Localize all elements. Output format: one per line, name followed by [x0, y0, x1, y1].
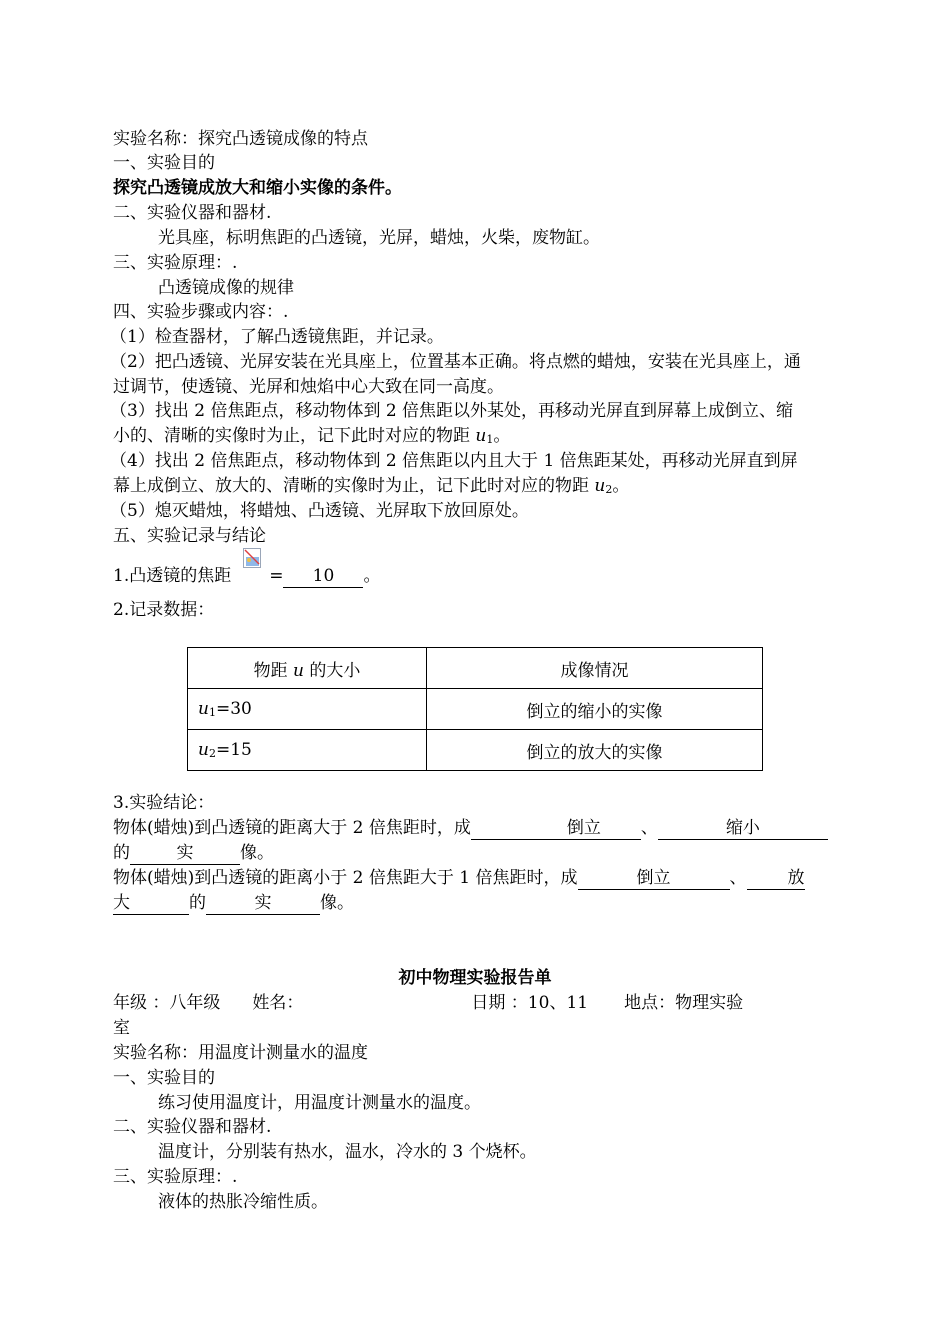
report-2-section-2-heading: 二、实验仪器和器材. — [113, 1117, 272, 1137]
conclusion-2-sep: 、 — [729, 868, 747, 888]
grade-field: 年级 ：八年级 — [113, 993, 221, 1013]
table-cell-distance — [188, 730, 427, 771]
section-4-heading: 四、实验步骤或内容：. — [113, 302, 289, 322]
step-3-text: 小的、清晰的实像时为止，记下此时对应的物距 — [113, 426, 476, 446]
conclusion-1-end: 像。 — [240, 843, 274, 863]
data-table — [187, 647, 763, 771]
conclusion-1-line-2 — [113, 841, 274, 865]
section-1-heading: 一、实验目的 — [113, 153, 215, 173]
focal-length-label: 1.凸透镜的焦距 — [113, 566, 232, 586]
step-2-line-1: （2）把凸透镜、光屏安装在光具座上，位置基本正确。将点燃的蜡烛，安装在光具座上，通 — [110, 352, 801, 372]
step-4-var: u — [594, 476, 606, 496]
step-5: （5）熄灭蜡烛，将蜡烛、凸透镜、光屏取下放回原处。 — [110, 501, 529, 521]
table-header-image: 成像情况 — [427, 648, 763, 689]
cell-value: =15 — [215, 740, 252, 760]
place-field: 地点：物理实验 — [624, 993, 744, 1013]
section-1-text: 探究凸透镜成放大和缩小实像的条件。 — [113, 178, 402, 198]
step-3-sub: 1 — [486, 433, 494, 446]
experiment-name: 实验名称：探究凸透镜成像的特点 — [113, 129, 368, 149]
conclusion-1-sep: 、 — [640, 818, 658, 838]
header-text-a: 物距 — [253, 660, 294, 681]
focal-length-line — [113, 564, 380, 588]
table-cell-distance — [188, 689, 427, 730]
step-4-line-2 — [113, 474, 629, 502]
report-2-section-2-text: 温度计，分别装有热水，温水，冷水的 3 个烧杯。 — [158, 1142, 537, 1162]
table-cell-result: 倒立的放大的实像 — [427, 730, 763, 771]
conclusion-1-line-1 — [113, 816, 828, 840]
conclusion-1-blank-2: 缩小 — [658, 818, 828, 840]
conclusion-2-text: 物体(蜡烛)到凸透镜的距离小于 2 倍焦距大于 1 倍焦距时，成 — [113, 868, 578, 888]
section-3-text: 凸透镜成像的规律 — [158, 278, 294, 298]
conclusion-2-line-1 — [113, 866, 805, 890]
step-2-line-2: 过调节，使透镜、光屏和烛焰中心大致在同一高度。 — [113, 377, 504, 397]
report-2-experiment-name: 实验名称：用温度计测量水的温度 — [113, 1043, 368, 1063]
report-2-title: 初中物理实验报告单 — [398, 968, 552, 988]
conclusion-2-end: 像。 — [320, 893, 354, 913]
step-3-line-1: （3）找出 2 倍焦距点，移动物体到 2 倍焦距以外某处，再移动光屏直到屏幕上成倒立、缩 — [110, 401, 794, 421]
table-cell-result: 倒立的缩小的实像 — [427, 689, 763, 730]
conclusion-2-blank-3: 实 — [206, 893, 320, 915]
conclusion-label: 3.实验结论： — [113, 793, 215, 813]
focal-length-value: 10 — [283, 566, 363, 588]
conclusion-2-line-2 — [113, 891, 354, 915]
focal-length-end: 。 — [363, 566, 381, 586]
section-5-heading: 五、实验记录与结论 — [113, 526, 266, 546]
header-text-b: 的大小 — [303, 660, 361, 681]
report-2-section-3-text: 液体的热胀冷缩性质。 — [158, 1192, 328, 1212]
step-4-end: 。 — [612, 476, 630, 496]
conclusion-1-blank-1-text: 倒立 — [566, 818, 601, 838]
cell-var: u — [198, 699, 209, 719]
conclusion-1-text: 物体(蜡烛)到凸透镜的距离大于 2 倍焦距时，成 — [113, 818, 471, 838]
record-data-label: 2.记录数据： — [113, 600, 215, 620]
step-4-line-1: （4）找出 2 倍焦距点，移动物体到 2 倍焦距以内且大于 1 倍焦距某处，再移动光屏直到屏 — [110, 451, 798, 471]
cell-var: u — [198, 740, 209, 760]
step-4-sub: 2 — [605, 483, 613, 496]
cell-sub: 2 — [208, 747, 216, 760]
conclusion-1-blank-1 — [471, 818, 641, 840]
cell-sub: 1 — [208, 706, 216, 719]
report-2-section-1-heading: 一、实验目的 — [113, 1068, 215, 1088]
step-3-var: u — [475, 426, 487, 446]
student-name-field: 姓名： — [252, 993, 304, 1013]
section-2-heading: 二、实验仪器和器材. — [113, 203, 272, 223]
conclusion-1-blank-3: 实 — [130, 843, 240, 865]
table-header-distance — [188, 648, 427, 689]
section-3-heading: 三、实验原理：. — [113, 253, 238, 273]
conclusion-2-blank-1: 倒立 — [578, 868, 730, 890]
report-2-info-line — [113, 991, 743, 1015]
place-field-cont: 室 — [113, 1018, 130, 1038]
report-2-section-1-text: 练习使用温度计，用温度计测量水的温度。 — [158, 1093, 481, 1113]
conclusion-1-of: 的 — [113, 843, 130, 863]
conclusion-2-of: 的 — [189, 893, 206, 913]
date-field: 日期 ：10、11 — [471, 993, 589, 1013]
step-1: （1）检查器材，了解凸透镜焦距，并记录。 — [110, 327, 444, 347]
table-header-row — [188, 648, 763, 689]
conclusion-2-blank-2b: 大 — [113, 893, 189, 915]
step-3-line-2 — [113, 424, 510, 452]
report-2-section-3-heading: 三、实验原理：. — [113, 1167, 238, 1187]
cell-value: =30 — [215, 699, 252, 719]
step-4-text: 幕上成倒立、放大的、清晰的实像时为止，记下此时对应的物距 — [113, 476, 595, 496]
conclusion-2-blank-2a: 放 — [747, 868, 805, 890]
table-row — [188, 689, 763, 730]
step-3-end: 。 — [493, 426, 511, 446]
header-var: u — [293, 660, 304, 681]
table-row — [188, 730, 763, 771]
section-2-text: 光具座，标明焦距的凸透镜，光屏，蜡烛，火柴，废物缸。 — [158, 228, 600, 248]
focal-length-equals: = — [269, 566, 284, 586]
